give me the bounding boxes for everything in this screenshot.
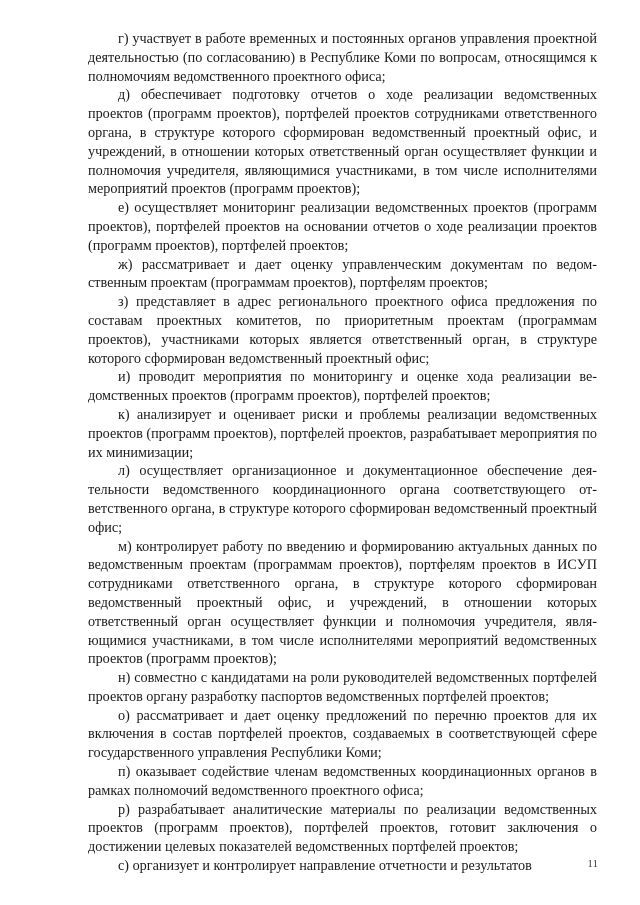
paragraph-s: с) организует и контролирует направление отчетности и результатов — [118, 858, 532, 875]
paragraph-k: к) анализирует и оценивает риски и проблемы реализации ведомственных проектов (программ проектов), портфелей проектов, разрабатывает мероприятия по их минимизации; — [88, 406, 597, 461]
paragraph-e: е) осуществляет мониторинг реализации ведомственных проектов (программ проектов), портфелей проектов на основании отчетов о ходе реализации проектов (программ проектов), портфелей проектов; — [88, 200, 597, 254]
paragraph-m: м) контролирует работу по введению и формированию актуальных данных по ведомственным проектам (программам проектов), портфелям проектов в ИСУП сотрудниками ответственного органа, в структуре которого сформирован ведомственный проектный офис, и учреждений, в отношении которых ответственный орган осуществляет функции и полномочия учредителя, являющимися участниками, в том числе исполнителями мероприятий ведомственных проектов (программ проектов); — [88, 538, 597, 668]
paragraph-z: з) представляет в адрес регионального проектного офиса предложения по составам проектных комитетов, по приоритетным проектам (программам проектов), участниками которых является ответственный орган, в структуре которого сформирован ведомственный проектный офис; — [88, 294, 597, 367]
paragraph-o: о) рассматривает и дает оценку предложений по перечню проектов для их включения в состав портфелей проектов, создаваемых в соответствующей сфере государственного управления Республики Коми; — [88, 707, 597, 762]
paragraph-g: г) участвует в работе временных и постоянных органов управления проектной деятельностью (по согласованию) в Республике Коми по вопросам, относящимся к полномочиям ведомственного проектного офиса; — [88, 31, 597, 85]
paragraph-d: д) обеспечивает подготовку отчетов о ходе реализации ведомственных проектов (программ проектов), портфелей проектов сотрудниками ответственного органа, в структуре которого сформирован ведомственный проектный офис, и учреждений, в отношении которых ответственный орган осуществляет функции и полномочия учредителя, являющимися участниками, в том числе исполнителями мероприятий проектов (программ проектов); — [88, 87, 597, 198]
document-body — [88, 30, 597, 876]
paragraph-r: р) разрабатывает аналитические материалы по реализации ведомственных проектов (программ проектов), портфелей проектов, готовит заключения о достижении целевых показателей ведомственных портфелей проектов; — [88, 801, 597, 856]
paragraph-n: н) совместно с кандидатами на роли руководителей ведомственных портфелей проектов органу разработку паспортов ведомственных портфелей проектов; — [88, 670, 597, 705]
paragraph-l: л) осуществляет организационное и документационное обеспечение деятельности ведомственного координационного органа соответствующего ответственного органа, в структуре которого сформирован ведомственный проектный офис; — [88, 463, 597, 536]
paragraph-p: п) оказывает содействие членам ведомственных координационных органов в рамках полномочий ведомственного проектного офиса; — [88, 764, 597, 799]
page-number: 11 — [587, 858, 598, 870]
paragraph-i: и) проводит мероприятия по мониторингу и оценке хода реализации ведомственных проектов (программ проектов), портфелей проектов; — [88, 369, 597, 405]
paragraph-zh: ж) рассматривает и дает оценку управленческим документам по ведомственным проектам (программам проектов), портфелям проектов; — [88, 256, 597, 292]
